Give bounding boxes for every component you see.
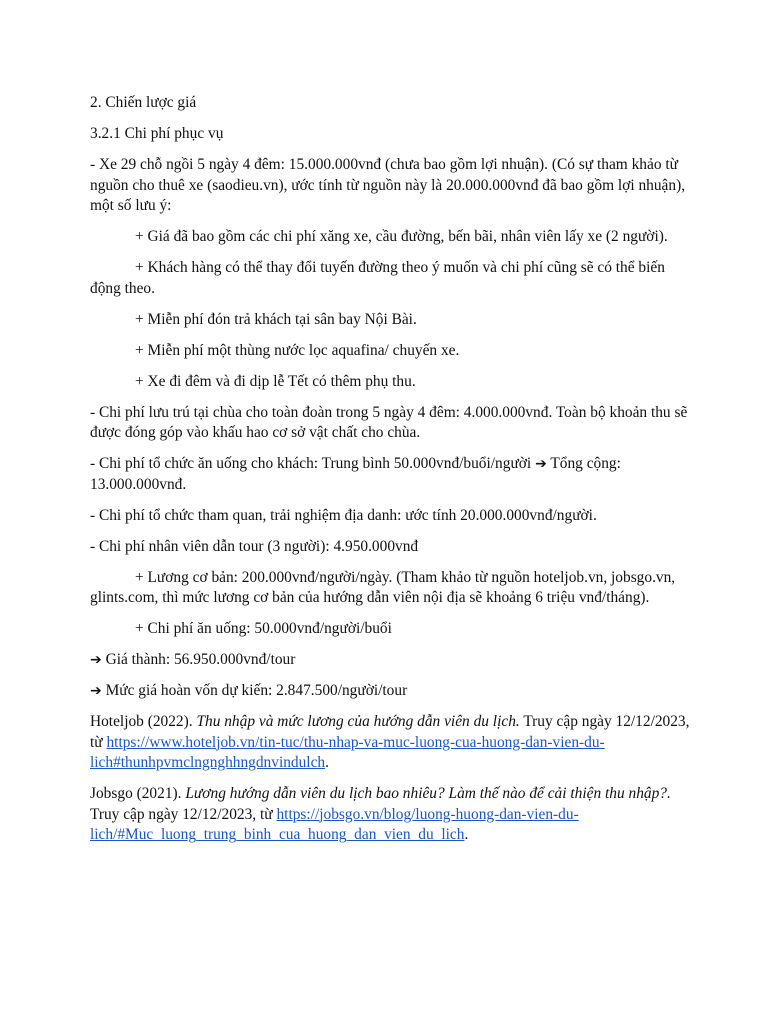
reference-title: Lương hướng dẫn viên du lịch bao nhiêu? Làm thế nào để cải thiện thu nhập?. (185, 785, 671, 802)
unit-price-line (90, 650, 690, 671)
arrow-right-icon: ➔ (535, 456, 547, 472)
bus-note-item: + Xe đi đêm và đi dịp lễ Tết có thêm phụ thu. (135, 372, 416, 390)
reference-entry (90, 712, 690, 774)
reference-author: Jobsgo (2021). (90, 785, 186, 802)
food-cost-paragraph (90, 454, 690, 495)
guide-note-item: + Chi phí ăn uống: 50.000vnđ/người/buổi (135, 620, 392, 637)
arrow-right-icon: ➔ (90, 683, 102, 699)
reference-title: Thu nhập và mức lương của hướng dẫn viên du lịch. (196, 713, 520, 730)
bus-cost-paragraph: - Xe 29 chỗ ngồi 5 ngày 4 đêm: 15.000.000vnđ (chưa bao gồm lợi nhuận). (Có sự tham khảo từ nguồn cho thuê xe (saodieu.vn), ước tính từ nguồn này là 20.000.000vnđ đã bao gồm lợi nhuận), một số lưu ý: (90, 156, 686, 214)
subsection-heading: 3.2.1 Chi phí phục vụ (90, 125, 224, 142)
bus-note-item: + Giá đã bao gồm các chi phí xăng xe, cầu đường, bến bãi, nhân viên lấy xe (2 người). (135, 228, 668, 245)
guide-note-item: + Lương cơ bản: 200.000vnđ/người/ngày. (Tham khảo từ nguồn hoteljob.vn, jobsgo.vn, glints.com, thì mức lương cơ bản của hướng dẫn viên nội địa sẽ khoảng 6 triệu vnđ/tháng). (90, 568, 676, 606)
reference-access: Truy cập ngày 12/12/2023, từ (90, 805, 277, 823)
unit-price-text: Giá thành: 56.950.000vnđ/tour (101, 651, 296, 668)
bus-note-item: + Miễn phí một thùng nước lọc aquafina/ chuyến xe. (135, 341, 460, 359)
breakeven-price-text: Mức giá hoàn vốn dự kiến: 2.847.500/người/tour (101, 682, 408, 699)
food-total-text: Tổng cộng: 13.000.000vnđ. (90, 455, 621, 493)
reference-author: Hoteljob (2022). (90, 713, 197, 730)
bus-note-item: + Khách hàng có thể thay đổi tuyến đường theo ý muốn và chi phí cũng sẽ có thể biến động theo. (90, 259, 665, 297)
reference-end: . (325, 754, 329, 771)
reference-entry (90, 784, 690, 846)
arrow-right-icon: ➔ (90, 652, 102, 668)
reference-link[interactable]: https://www.hoteljob.vn/tin-tuc/thu-nhap-va-muc-luong-cua-huong-dan-vien-du-lich#thunhpvmclngnghhngdnvindulch (90, 733, 605, 771)
food-cost-text: - Chi phí tổ chức ăn uống cho khách: Trung bình 50.000vnđ/buổi/người (90, 455, 536, 472)
reference-end: . (464, 826, 469, 843)
bus-note-item: + Miễn phí đón trả khách tại sân bay Nội Bài. (135, 310, 417, 328)
breakeven-price-line (90, 681, 690, 702)
section-heading: 2. Chiến lược giá (90, 94, 197, 111)
lodging-cost-paragraph: - Chi phí lưu trú tại chùa cho toàn đoàn trong 5 ngày 4 đêm: 4.000.000vnđ. Toàn bộ khoản thu sẽ được đóng góp vào khấu hao cơ sở vật chất cho chùa. (90, 403, 688, 441)
guide-cost-paragraph: - Chi phí nhân viên dẫn tour (3 người): 4.950.000vnđ (90, 537, 419, 555)
document-page (90, 93, 690, 856)
reference-access: Truy cập ngày 12/12/2023, từ (90, 713, 690, 751)
reference-link[interactable]: https://jobsgo.vn/blog/luong-huong-dan-vien-du-lich/#Muc_luong_trung_binh_cua_huong_dan_vien_du_lich (90, 805, 579, 843)
sightseeing-cost-paragraph: - Chi phí tổ chức tham quan, trải nghiệm địa danh: ước tính 20.000.000vnđ/người. (90, 506, 597, 524)
